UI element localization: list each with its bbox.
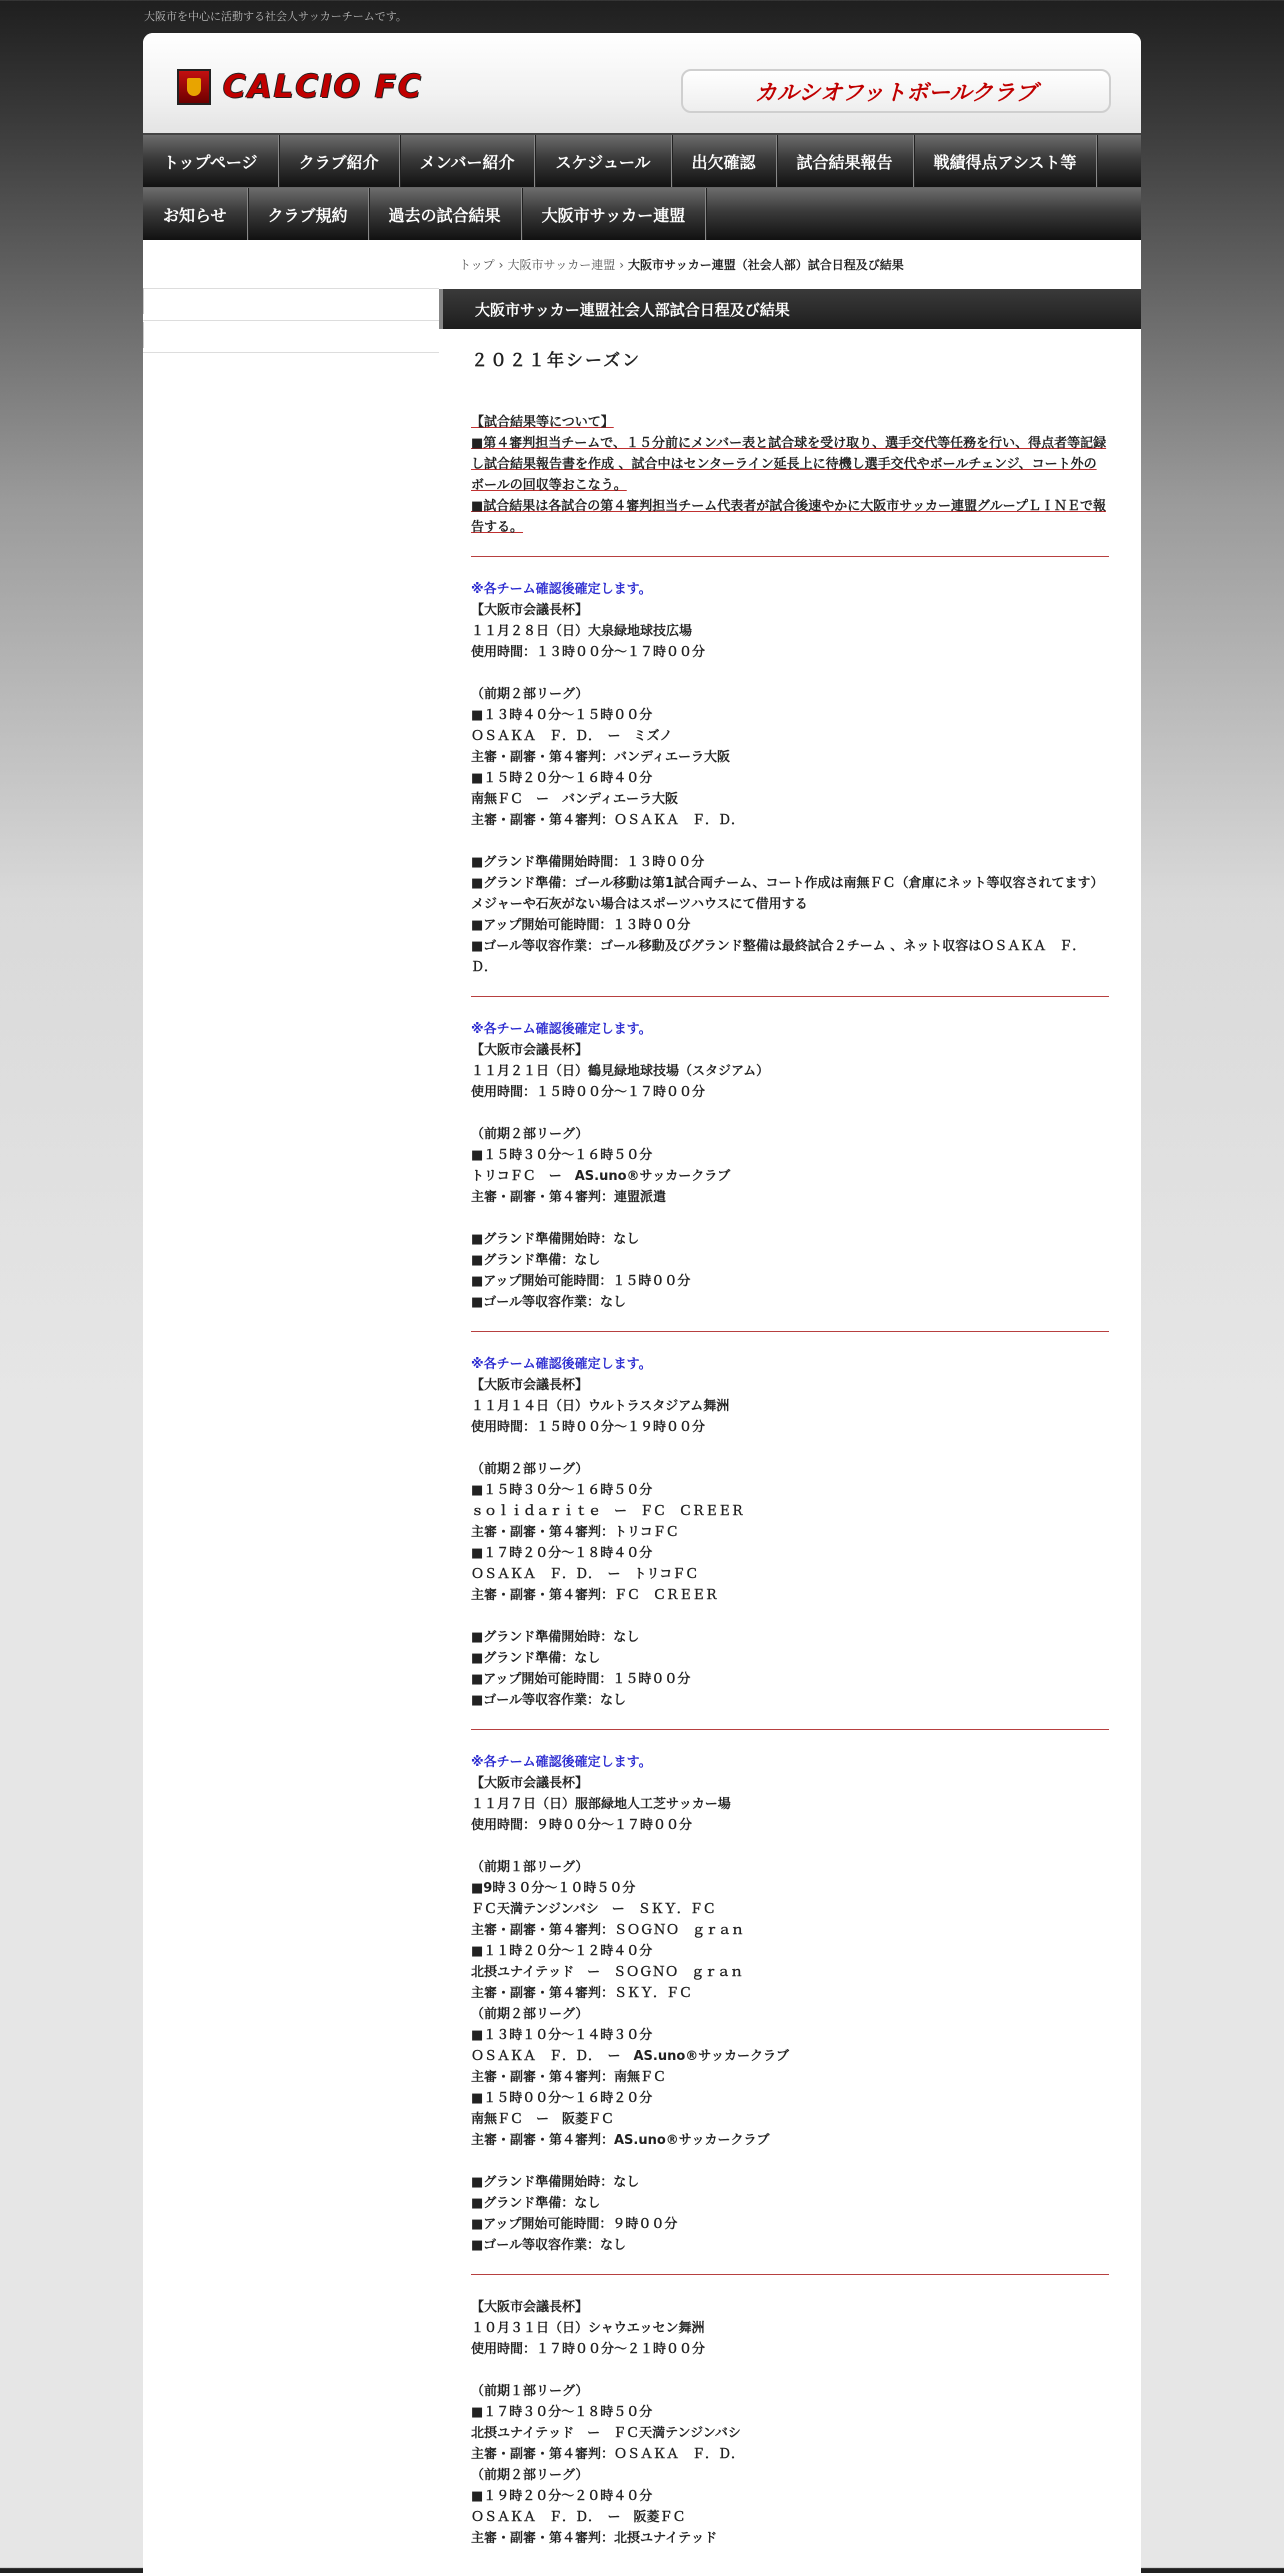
notice-line: 【試合結果等について】: [471, 415, 614, 430]
schedule-line: 【大阪市会議長杯】: [471, 1043, 589, 1058]
schedule-line: ■ゴール等収容作業：なし: [471, 1295, 627, 1310]
schedule-line: ■１５時００分～１６時２０分: [471, 2091, 653, 2106]
schedule-block: [471, 1019, 1109, 1313]
schedule-line: ■グランド準備：なし: [471, 2196, 601, 2211]
article-body: [439, 329, 1141, 2549]
schedule-line: １１月２８日（日）大泉緑地球技広場: [471, 624, 693, 639]
confirm-note: ※各チーム確認後確定します。: [471, 1755, 652, 1770]
schedule-line: 主審・副審・第４審判：ＦＣ ＣＲＥＥＲ: [471, 1588, 719, 1603]
section-divider: [471, 1729, 1109, 1730]
schedule-line: ＯＳＡＫＡ Ｆ．Ｄ． ー AS.uno®サッカークラブ: [471, 2049, 790, 2064]
schedule-line: 【大阪市会議長杯】: [471, 1378, 589, 1393]
schedule-line: 使用時間：１３時００分～１７時００分: [471, 645, 706, 660]
confirm-note: ※各チーム確認後確定します。: [471, 582, 652, 597]
schedule-line: 主審・副審・第４審判：ＳＯＧＮＯ ｇｒａｎ: [471, 1923, 745, 1938]
schedule-line: ■グランド準備開始時：なし: [471, 2175, 640, 2190]
nav-schedule[interactable]: スケジュール: [535, 135, 671, 187]
results-notice: [471, 412, 1109, 538]
schedule-line: （前期２部リーグ）: [471, 2007, 589, 2022]
breadcrumb-current: 大阪市サッカー連盟（社会人部）試合日程及び結果: [628, 258, 904, 272]
schedule-block: [471, 579, 1109, 978]
section-divider: [471, 556, 1109, 557]
schedule-line: 【大阪市会議長杯】: [471, 2300, 589, 2315]
schedule-line: １０月３１日（日）シャウエッセン舞洲: [471, 2321, 705, 2336]
sidebar-divider: [143, 288, 439, 289]
schedule-line: 主審・副審・第４審判：北摂ユナイテッド: [471, 2531, 718, 2546]
schedule-line: ■アップ開始可能時間：１５時００分: [471, 1672, 691, 1687]
schedule-line: １１月２１日（日）鶴見緑地球技場（スタジアム）: [471, 1064, 770, 1079]
nav-match-report[interactable]: 試合結果報告: [777, 135, 914, 187]
schedule-line: ■ゴール等収容作業：ゴール移動及びグランド整備は最終試合２チーム 、ネット収容はＯＳＡＫＡ Ｆ．Ｄ．: [471, 939, 1086, 975]
schedule-line: （前期１部リーグ）: [471, 2384, 589, 2399]
nav-past-results[interactable]: 過去の試合結果: [369, 188, 522, 240]
section-divider: [471, 996, 1109, 997]
nav-club-intro[interactable]: クラブ紹介: [279, 135, 400, 187]
schedule-line: 主審・副審・第４審判：AS.uno®サッカークラブ: [471, 2133, 770, 2148]
schedule-block: [471, 1354, 1109, 1711]
notice-line: ■第４審判担当チームで、１５分前にメンバー表と試合球を受け取り、選手交代等任務を行い、得点者等記録し試合結果報告書を作成 、試合中はセンターライン延長上に待機し選手交代やボールチェンジ、コート外のボールの回収等おこなう。: [471, 436, 1107, 493]
schedule-line: 主審・副審・第４審判：ＯＳＡＫＡ Ｆ．Ｄ．: [471, 2447, 745, 2462]
spacer: [471, 831, 1109, 852]
schedule-line: 主審・副審・第４審判：トリコＦＣ: [471, 1525, 679, 1540]
schedule-line: 使用時間：９時００分～１７時００分: [471, 1818, 693, 1833]
schedule-line: ＯＳＡＫＡ Ｆ．Ｄ． ー 阪菱ＦＣ: [471, 2510, 686, 2525]
breadcrumb-parent[interactable]: 大阪市サッカー連盟: [507, 258, 616, 272]
nav-rules[interactable]: クラブ規約: [248, 188, 369, 240]
schedule-line: 主審・副審・第４審判：ＳＫＹ．ＦＣ: [471, 1986, 693, 2001]
spacer: [471, 1836, 1109, 1857]
spacer: [471, 1208, 1109, 1229]
nav-news[interactable]: お知らせ: [143, 188, 248, 240]
schedule-line: ｓｏｌｉｄａｒｉｔｅ ー ＦＣ ＣＲＥＥＲ: [471, 1504, 745, 1519]
schedule-line: 使用時間：１５時００分～１７時００分: [471, 1085, 706, 1100]
schedule-line: ■１３時４０分～１５時００分: [471, 708, 653, 723]
schedule-line: ■グランド準備開始時：なし: [471, 1630, 640, 1645]
schedule-line: （前期２部リーグ）: [471, 687, 589, 702]
club-emblem-icon: [177, 69, 211, 105]
sidebar-item[interactable]: [143, 288, 149, 314]
logo-text: CALCIO FC: [223, 69, 423, 105]
main-nav: [143, 133, 1141, 187]
schedule-line: 主審・副審・第４審判：南無ＦＣ: [471, 2070, 667, 2085]
site-tagline: 大阪市を中心に活動する社会人サッカーチームです。: [144, 10, 407, 23]
schedule-line: １１月１４日（日）ウルトラスタジアム舞洲: [471, 1399, 730, 1414]
schedule-line: ■１５時３０分～１６時５０分: [471, 1483, 653, 1498]
breadcrumb-home[interactable]: トップ: [459, 258, 495, 272]
schedule-line: ■アップ開始可能時間：１３時００分: [471, 918, 691, 933]
schedule-line: （前期２部リーグ）: [471, 2468, 589, 2483]
sidebar-divider: [143, 352, 439, 353]
site-header: [143, 33, 1141, 133]
confirm-note: ※各チーム確認後確定します。: [471, 1357, 652, 1372]
schedule-line: ■アップ開始可能時間：１５時００分: [471, 1274, 691, 1289]
season-heading: ２０２１年シーズン: [471, 351, 642, 371]
section-divider: [471, 2274, 1109, 2275]
nav-members[interactable]: メンバー紹介: [400, 135, 536, 187]
schedule-line: ■9時３０分～１０時５０分: [471, 1881, 636, 1896]
schedule-block: [471, 2297, 1109, 2549]
schedule-line: ■１１時２０分～１２時４０分: [471, 1944, 653, 1959]
schedule-line: （前期２部リーグ）: [471, 1462, 589, 1477]
sidebar-item[interactable]: [143, 322, 149, 348]
spacer: [471, 1438, 1109, 1459]
schedule-line: 使用時間：１７時００分～２１時００分: [471, 2342, 706, 2357]
schedule-line: 主審・副審・第４審判：バンディエーラ大阪: [471, 750, 730, 765]
schedule-line: 北摂ユナイテッド ー ＦＣ天満テンジンバシ: [471, 2426, 741, 2441]
schedule-line: 南無ＦＣ ー 阪菱ＦＣ: [471, 2112, 615, 2127]
schedule-line: ■１３時１０分～１４時３０分: [471, 2028, 653, 2043]
spacer: [471, 1606, 1109, 1627]
schedule-line: １１月７日（日）服部緑地人工芝サッカー場: [471, 1797, 731, 1812]
schedule-line: 南無ＦＣ ー バンディエーラ大阪: [471, 792, 678, 807]
schedule-line: ■グランド準備開始時：なし: [471, 1232, 640, 1247]
schedule-line: ■グランド準備：なし: [471, 1651, 601, 1666]
sidebar-divider: [143, 320, 439, 321]
nav-attendance[interactable]: 出欠確認: [672, 135, 777, 187]
spacer: [471, 2151, 1109, 2172]
schedule-line: 【大阪市会議長杯】: [471, 1776, 589, 1791]
nav-stats[interactable]: 戦績得点アシスト等: [914, 135, 1098, 187]
schedule-line: 使用時間：１５時００分～１９時００分: [471, 1420, 706, 1435]
page-title: 大阪市サッカー連盟社会人部試合日程及び結果: [439, 289, 1141, 329]
spacer: [471, 2360, 1109, 2381]
schedule-line: ■グランド準備：なし: [471, 1253, 601, 1268]
schedule-line: 主審・副審・第４審判：連盟派遣: [471, 1190, 667, 1205]
schedule-line: ＯＳＡＫＡ Ｆ．Ｄ． ー トリコＦＣ: [471, 1567, 699, 1582]
site-logo[interactable]: [177, 69, 423, 105]
sub-nav: [143, 187, 1141, 240]
schedule-line: 北摂ユナイテッド ー ＳＯＧＮＯ ｇｒａｎ: [471, 1965, 744, 1980]
spacer: [471, 663, 1109, 684]
schedule-line: ＦＣ天満テンジンバシ ー ＳＫＹ．ＦＣ: [471, 1902, 716, 1917]
schedule-line: （前期１部リーグ）: [471, 1860, 589, 1875]
breadcrumb: トップ › 大阪市サッカー連盟 › 大阪市サッカー連盟（社会人部）試合日程及び結果: [459, 258, 904, 272]
sidebar: [143, 240, 439, 2549]
schedule-line: ■グランド準備：ゴール移動は第1試合両チーム、コート作成は南無ＦＣ（倉庫にネット等収容されてます）メジャーや石灰がない場合はスポーツハウスにて借用する: [471, 876, 1104, 912]
schedule-line: ■アップ開始可能時間：９時００分: [471, 2217, 678, 2232]
schedule-line: トリコＦＣ ー AS.uno®サッカークラブ: [471, 1169, 731, 1184]
schedule-block: [471, 1752, 1109, 2256]
club-name-banner: カルシオフットボールクラブ: [681, 69, 1111, 113]
schedule-line: ■１７時３０分～１８時５０分: [471, 2405, 653, 2420]
nav-top[interactable]: トップページ: [143, 135, 279, 187]
schedule-line: ■１５時３０分～１６時５０分: [471, 1148, 653, 1163]
schedule-line: ■グランド準備開始時間：１３時００分: [471, 855, 705, 870]
confirm-note: ※各チーム確認後確定します。: [471, 1022, 652, 1037]
schedule-line: 主審・副審・第４審判：ＯＳＡＫＡ Ｆ．Ｄ．: [471, 813, 745, 828]
schedule-line: ■１９時２０分～２０時４０分: [471, 2489, 653, 2504]
nav-osaka-federation[interactable]: 大阪市サッカー連盟: [522, 188, 707, 240]
main-content: [439, 240, 1141, 2549]
schedule-line: ＯＳＡＫＡ Ｆ．Ｄ． ー ミズノ: [471, 729, 673, 744]
schedule-line: ■１５時２０分～１６時４０分: [471, 771, 653, 786]
schedule-line: ■ゴール等収容作業：なし: [471, 1693, 627, 1708]
schedule-line: ■１７時２０分～１８時４０分: [471, 1546, 653, 1561]
schedule-line: ■ゴール等収容作業：なし: [471, 2238, 627, 2253]
spacer: [471, 1103, 1109, 1124]
schedule-line: （前期２部リーグ）: [471, 1127, 589, 1142]
section-divider: [471, 1331, 1109, 1332]
page-wrapper: [143, 33, 1141, 2573]
notice-line: ■試合結果は各試合の第４審判担当チーム代表者が試合後速やかに大阪市サッカー連盟グループＬＩＮＥで報告する。: [471, 499, 1106, 535]
schedule-line: 【大阪市会議長杯】: [471, 603, 589, 618]
